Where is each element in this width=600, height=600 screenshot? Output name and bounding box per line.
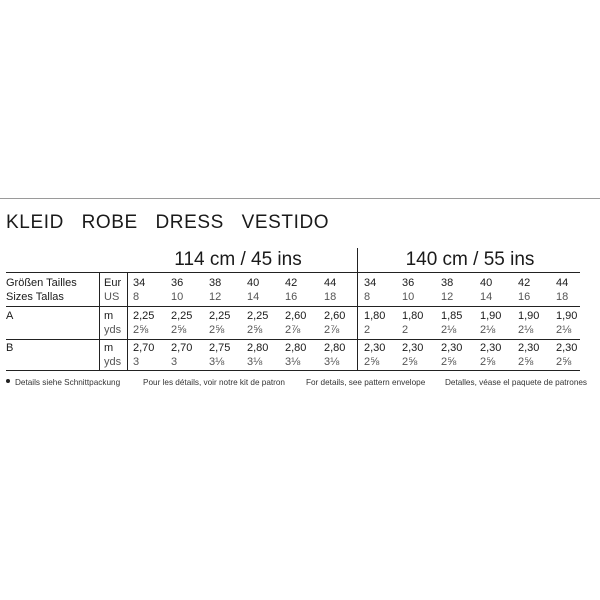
table-vrule-units — [127, 272, 128, 370]
row-a-m-cell: 1,80 — [364, 310, 386, 322]
row-b-m-cell: 2,80 — [285, 342, 307, 354]
row-a-m-cell: 2,25 — [247, 310, 269, 322]
row-b-yds-cell: 2⅝ — [480, 356, 496, 368]
row-b-label: B — [6, 342, 14, 354]
title-de: KLEID — [6, 212, 64, 233]
row-b-yds-cell: 2⅝ — [556, 356, 572, 368]
width-header-140: 140 cm / 55 ins — [405, 249, 535, 270]
row-b-m-cell: 2,80 — [324, 342, 346, 354]
row-b-m-cell: 2,80 — [247, 342, 269, 354]
row-b-yds-cell: 3⅛ — [285, 356, 301, 368]
title-fr: ROBE — [81, 212, 138, 233]
title-en: DRESS — [155, 212, 224, 233]
row-a-m-cell: 2,25 — [209, 310, 231, 322]
size-us-10: 10 — [402, 291, 415, 303]
size-us-18: 18 — [324, 291, 337, 303]
title-es: VESTIDO — [241, 212, 330, 233]
row-a-yds-cell: 2⅝ — [133, 324, 149, 336]
size-us-12: 12 — [441, 291, 454, 303]
size-eur-40: 40 — [247, 277, 260, 289]
row-a-yds-cell: 2⅞ — [285, 324, 301, 336]
size-eur-36: 36 — [171, 277, 184, 289]
row-a-yds-cell: 2⅛ — [518, 324, 534, 336]
row-b-yds-cell: 3 — [133, 356, 140, 368]
size-eur-34: 34 — [133, 277, 146, 289]
row-a-label: A — [6, 310, 14, 322]
table-rule-bottom — [6, 370, 580, 371]
footnote-de: Details siehe Schnittpackung — [15, 378, 121, 387]
footnote-bullet — [6, 379, 10, 383]
row-a-m-cell: 2,25 — [171, 310, 193, 322]
row-b-yds-cell: 3⅛ — [209, 356, 225, 368]
row-a-m-cell: 1,90 — [480, 310, 502, 322]
row-a-m-cell: 1,90 — [556, 310, 578, 322]
size-label-line2: Sizes Tallas — [6, 291, 64, 303]
row-b-m-cell: 2,30 — [518, 342, 540, 354]
size-system-us: US — [104, 291, 120, 303]
table-rule-header — [6, 272, 580, 273]
row-b-m-cell: 2,30 — [441, 342, 463, 354]
row-b-m-cell: 2,75 — [209, 342, 231, 354]
row-a-yds-cell: 2⅛ — [441, 324, 457, 336]
row-a-yds-cell: 2 — [402, 324, 409, 336]
row-b-yds-cell: 2⅝ — [518, 356, 534, 368]
size-us-18: 18 — [556, 291, 569, 303]
size-us-8: 8 — [133, 291, 140, 303]
table-vrule-labels — [99, 272, 100, 370]
row-a-yds-cell: 2⅝ — [247, 324, 263, 336]
row-a-m-cell: 2,25 — [133, 310, 155, 322]
row-b-unit-yds: yds — [104, 356, 122, 368]
row-b-m-cell: 2,30 — [364, 342, 386, 354]
table-rule-a — [6, 306, 580, 307]
row-a-m-cell: 1,90 — [518, 310, 540, 322]
row-b-yds-cell: 3 — [171, 356, 178, 368]
footnote-fr: Pour les détails, voir notre kit de patron — [143, 378, 285, 387]
size-eur-40: 40 — [480, 277, 493, 289]
row-b-m-cell: 2,70 — [171, 342, 193, 354]
row-a-yds-cell: 2⅛ — [556, 324, 572, 336]
table-vrule-widths — [357, 248, 358, 370]
row-b-yds-cell: 2⅝ — [364, 356, 380, 368]
row-b-unit-m: m — [104, 342, 114, 354]
size-us-8: 8 — [364, 291, 371, 303]
size-eur-38: 38 — [209, 277, 222, 289]
size-us-16: 16 — [285, 291, 298, 303]
row-a-yds-cell: 2⅝ — [209, 324, 225, 336]
footnote-en: For details, see pattern envelope — [306, 378, 426, 387]
row-a-yds-cell: 2⅝ — [171, 324, 187, 336]
row-b-m-cell: 2,70 — [133, 342, 155, 354]
size-us-14: 14 — [247, 291, 260, 303]
row-b-m-cell: 2,30 — [556, 342, 578, 354]
size-us-10: 10 — [171, 291, 184, 303]
size-eur-38: 38 — [441, 277, 454, 289]
row-a-yds-cell: 2 — [364, 324, 371, 336]
size-eur-44: 44 — [324, 277, 337, 289]
row-a-yds-cell: 2⅛ — [480, 324, 496, 336]
row-b-yds-cell: 2⅝ — [441, 356, 457, 368]
size-eur-44: 44 — [556, 277, 569, 289]
size-eur-42: 42 — [518, 277, 531, 289]
row-a-unit-yds: yds — [104, 324, 122, 336]
row-a-unit-m: m — [104, 310, 114, 322]
size-us-14: 14 — [480, 291, 493, 303]
size-eur-36: 36 — [402, 277, 415, 289]
row-b-m-cell: 2,30 — [480, 342, 502, 354]
footnote-es: Detalles, véase el paquete de patrones — [445, 378, 588, 387]
row-b-m-cell: 2,30 — [402, 342, 424, 354]
top-rule — [0, 198, 600, 199]
size-eur-42: 42 — [285, 277, 298, 289]
size-eur-34: 34 — [364, 277, 377, 289]
page-title — [6, 212, 329, 234]
size-us-12: 12 — [209, 291, 222, 303]
row-a-m-cell: 2,60 — [285, 310, 307, 322]
table-rule-b — [6, 339, 580, 340]
size-system-eur: Eur — [104, 277, 122, 289]
size-us-16: 16 — [518, 291, 531, 303]
row-a-yds-cell: 2⅞ — [324, 324, 340, 336]
row-a-m-cell: 1,85 — [441, 310, 463, 322]
row-b-yds-cell: 3⅛ — [324, 356, 340, 368]
size-label-line1: Größen Tailles — [6, 277, 77, 289]
row-a-m-cell: 1,80 — [402, 310, 424, 322]
row-b-yds-cell: 2⅝ — [402, 356, 418, 368]
row-a-m-cell: 2,60 — [324, 310, 346, 322]
width-header-114: 114 cm / 45 ins — [174, 249, 302, 270]
row-b-yds-cell: 3⅛ — [247, 356, 263, 368]
